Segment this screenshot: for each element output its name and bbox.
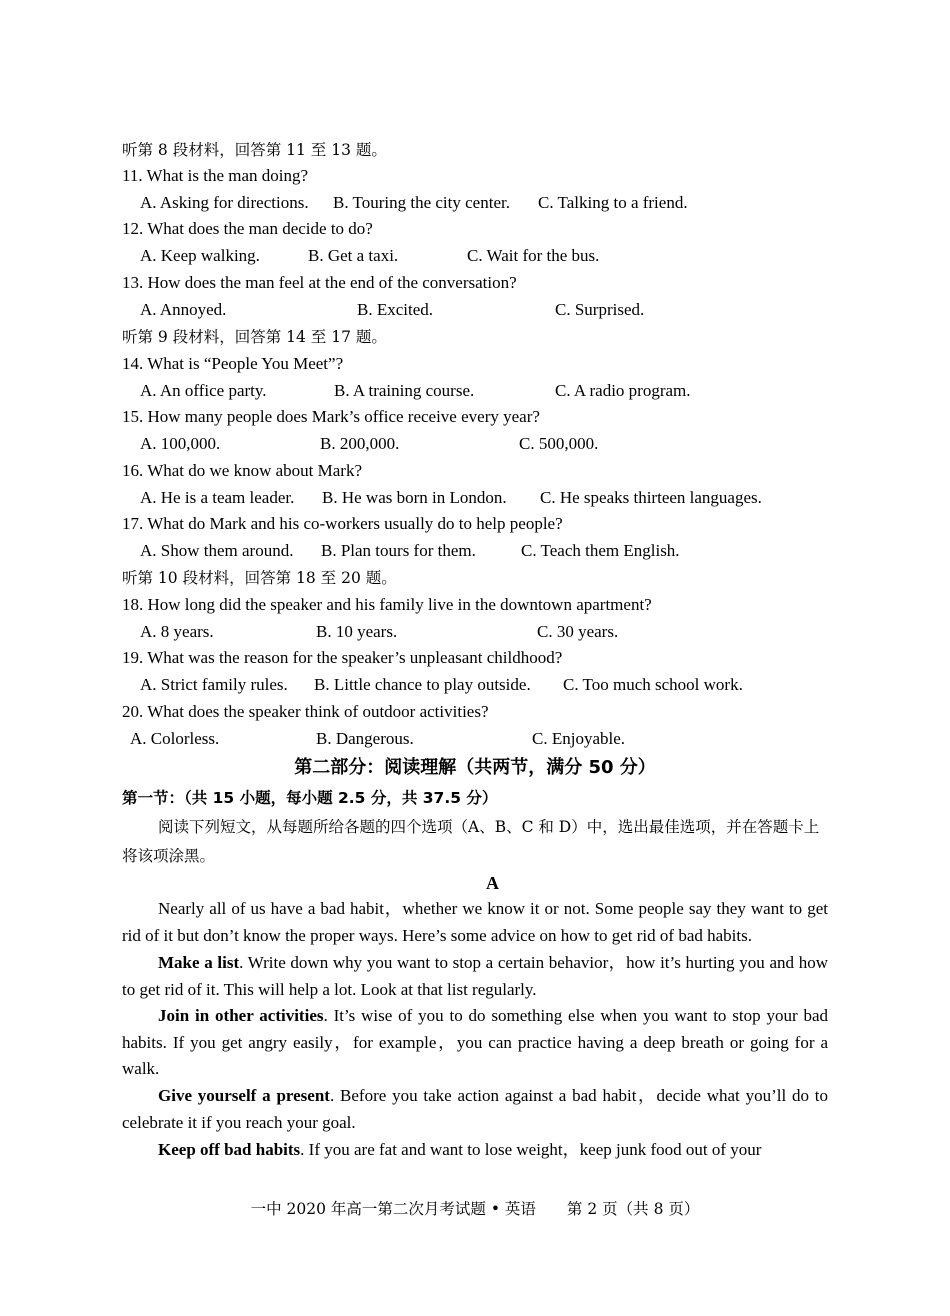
- option-c: C. A radio program.: [555, 381, 691, 400]
- paragraph-text: . It’s wise of you to do something else when you want to stop your bad habits. If you get angry easily，for example，you can practice having a deep breath or going for a walk.: [122, 1006, 829, 1079]
- paragraph-heading: Give yourself a present: [158, 1086, 330, 1105]
- option-b: B. Get a taxi.: [308, 246, 399, 265]
- option-b: B. He was born in London.: [322, 488, 507, 507]
- option-b: B. Plan tours for them.: [321, 541, 476, 560]
- option-a: A. Asking for directions.: [140, 193, 309, 212]
- option-c: C. Too much school work.: [563, 675, 743, 694]
- passage-paragraph: [122, 896, 828, 949]
- option-c: C. 500,000.: [519, 434, 599, 453]
- passage-paragraph: [122, 1083, 828, 1136]
- option-b: B. Little chance to play outside.: [314, 675, 531, 694]
- option-a: A. An office party.: [140, 381, 267, 400]
- question-text: 17. What do Mark and his co-workers usually do to help people?: [122, 514, 563, 533]
- paragraph-heading: Join in other activities: [158, 1006, 324, 1025]
- option-a: A. Show them around.: [140, 541, 294, 560]
- section-title: 第一节：（共 15 小题，每小题 2.5 分，共 37.5 分）: [122, 789, 498, 807]
- option-c: C. Talking to a friend.: [538, 193, 688, 212]
- option-c: C. Surprised.: [555, 300, 645, 319]
- paragraph-text: . Write down why you want to stop a certain behavior，how it’s hurting you and how to get rid of it. This will help a lot. Look at that list regularly.: [122, 953, 828, 999]
- option-c: C. Teach them English.: [521, 541, 680, 560]
- paragraph-text: Nearly all of us have a bad habit，whether we know it or not. Some people say they want to get rid of it but don’t know the proper ways. Here’s some advice on how to get rid of bad habits.: [122, 899, 828, 945]
- page-footer: 一中 2020 年高一第二次月考试题 • 英语 第 2 页（共 8 页）: [250, 1200, 700, 1218]
- question-text: 20. What does the speaker think of outdoor activities?: [122, 702, 489, 721]
- paragraph-text: . Before you take action against a bad habit，decide what you’ll do to celebrate it if you reach your goal.: [122, 1086, 829, 1132]
- passage-paragraph: [122, 1003, 828, 1083]
- question-text: 11. What is the man doing?: [122, 166, 309, 185]
- question-text: 15. How many people does Mark’s office receive every year?: [122, 407, 540, 426]
- option-a: A. Annoyed.: [140, 300, 227, 319]
- option-b: B. Dangerous.: [316, 729, 414, 748]
- option-a: A. He is a team leader.: [140, 488, 295, 507]
- option-a: A. Colorless.: [130, 729, 220, 748]
- passage-paragraph: [122, 1137, 828, 1164]
- option-b: B. Excited.: [357, 300, 434, 319]
- question-text: 13. How does the man feel at the end of the conversation?: [122, 273, 517, 292]
- question-text: 12. What does the man decide to do?: [122, 219, 373, 238]
- option-c: C. Wait for the bus.: [467, 246, 600, 265]
- paragraph-heading: Make a list: [158, 953, 240, 972]
- option-c: C. He speaks thirteen languages.: [540, 488, 762, 507]
- option-c: C. Enjoyable.: [532, 729, 626, 748]
- part-title: 第二部分：阅读理解（共两节，满分 50 分）: [294, 757, 656, 778]
- question-text: 16. What do we know about Mark?: [122, 461, 362, 480]
- option-b: B. 10 years.: [316, 622, 398, 641]
- option-b: B. 200,000.: [320, 434, 400, 453]
- paragraph-heading: Keep off bad habits: [158, 1140, 301, 1159]
- passage-label: A: [486, 873, 499, 893]
- instructions: 阅读下列短文，从每题所给各题的四个选项（A、B、C 和 D）中，选出最佳选项，并在答题卡上将该项涂黑。: [122, 818, 820, 865]
- question-text: 14. What is “People You Meet”?: [122, 354, 344, 373]
- option-b: B. A training course.: [334, 381, 475, 400]
- option-c: C. 30 years.: [537, 622, 619, 641]
- option-a: A. 8 years.: [140, 622, 214, 641]
- passage-paragraph: [122, 950, 828, 1003]
- question-text: 19. What was the reason for the speaker’s unpleasant childhood?: [122, 648, 563, 667]
- option-b: B. Touring the city center.: [333, 193, 510, 212]
- paragraph-text: . If you are fat and want to lose weight，keep junk food out of your: [300, 1140, 762, 1159]
- material-heading: 听第 9 段材料，回答第 14 至 17 题。: [122, 328, 387, 346]
- option-a: A. Strict family rules.: [140, 675, 288, 694]
- material-heading: 听第 8 段材料，回答第 11 至 13 题。: [122, 141, 387, 159]
- option-a: A. 100,000.: [140, 434, 221, 453]
- material-heading: 听第 10 段材料，回答第 18 至 20 题。: [122, 569, 397, 587]
- question-text: 18. How long did the speaker and his family live in the downtown apartment?: [122, 595, 652, 614]
- option-a: A. Keep walking.: [140, 246, 260, 265]
